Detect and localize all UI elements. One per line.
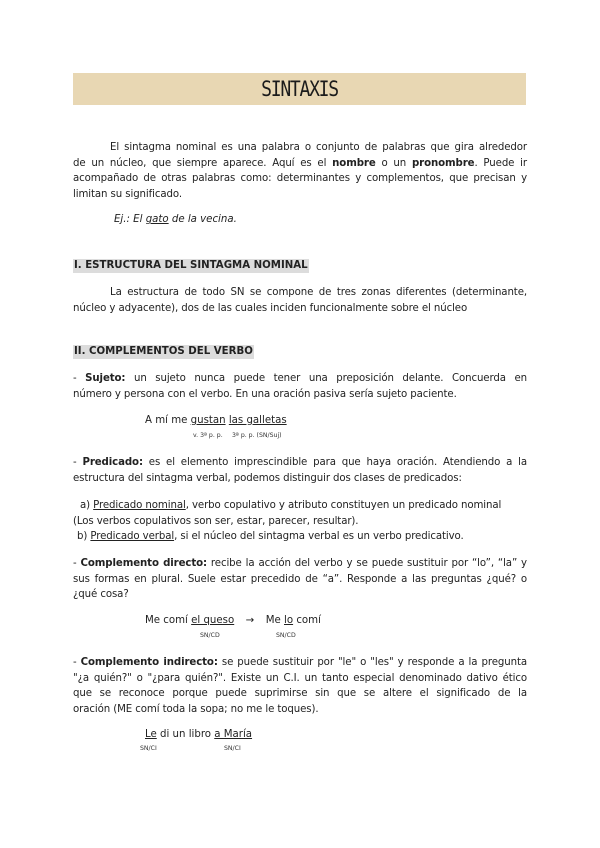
sujeto-example: A mí me gustan las galletas	[145, 415, 287, 426]
cd-paragraph: - Complemento directo: recibe la acción del verbo y se puede sustituir por “lo”, “la” y sus formas en plural. Suele estar precedido de “a”. Responde a las preguntas ¿qué? o ¿qué cosa?	[73, 558, 527, 601]
intro-line-3: acompañado de otras palabras como: determinantes y complementos, que precisan y	[73, 173, 527, 185]
cd-note-2: SN/CD	[276, 632, 296, 639]
intro-line-2: de un núcleo, que siempre aparece. Aquí es el nombre o un pronombre. Puede ir	[73, 157, 527, 169]
intro-paragraph	[73, 140, 527, 202]
sujeto-paragraph: - Sujeto: un sujeto nunca puede tener una preposición delante. Concuerda en número y persona con el verbo. En una oración pasiva sería sujeto paciente.	[73, 373, 527, 400]
section-heading-complementos: II. COMPLEMENTOS DEL VERBO	[74, 346, 253, 357]
cd-example: Me comí el queso → Me lo comí	[145, 615, 321, 626]
ci-paragraph: - Complemento indirecto: se puede sustituir por "le" o "les" y responde a la pregunta "¿a quién?" o "¿para quién?". Existe un C.I. un tanto especial denominado dativo ético que se reconoce porque puede suprimirse sin que se altere el significado de la oración (ME comí toda la sopa; no me le toques).	[73, 657, 527, 715]
ci-note-2: SN/CI	[224, 745, 241, 752]
predicado-paragraph: - Predicado: es el elemento imprescindible para que haya oración. Atendiendo a la estructura del sintagma verbal, podemos distinguir dos clases de predicados:	[73, 457, 527, 484]
predicado-nominal-item: a) Predicado nominal, verbo copulativo y atributo constituyen un predicado nominal (Los verbos copulativos son ser, estar, parecer, resultar).	[73, 500, 502, 527]
section1-paragraph: La estructura de todo SN se compone de tres zonas diferentes (determinante, núcleo y adyacente), dos de las cuales inciden funcionalmente sobre el núcleo	[73, 287, 527, 314]
section-heading-estructura: I. ESTRUCTURA DEL SINTAGMA NOMINAL	[74, 260, 308, 271]
cd-note-1: SN/CD	[200, 632, 220, 639]
sujeto-subject-note: 3ª p. p. (SN/Suj)	[232, 432, 282, 439]
intro-example: Ej.: El gato de la vecina.	[114, 214, 237, 225]
page-title: SINTAXIS	[261, 77, 338, 101]
ci-example: Le di un libro a María	[145, 729, 253, 740]
predicado-verbal-item: b) Predicado verbal, si el núcleo del sintagma verbal es un verbo predicativo.	[77, 531, 464, 542]
intro-line-4: limitan su significado.	[73, 188, 182, 200]
title-band	[73, 73, 526, 105]
intro-line-1: El sintagma nominal es una palabra o conjunto de palabras que gira alrededor	[110, 142, 527, 153]
arrow-right-icon: →	[245, 615, 255, 626]
ci-note-1: SN/CI	[140, 745, 157, 752]
sujeto-verb-note: v. 3ª p. p.	[193, 432, 223, 439]
